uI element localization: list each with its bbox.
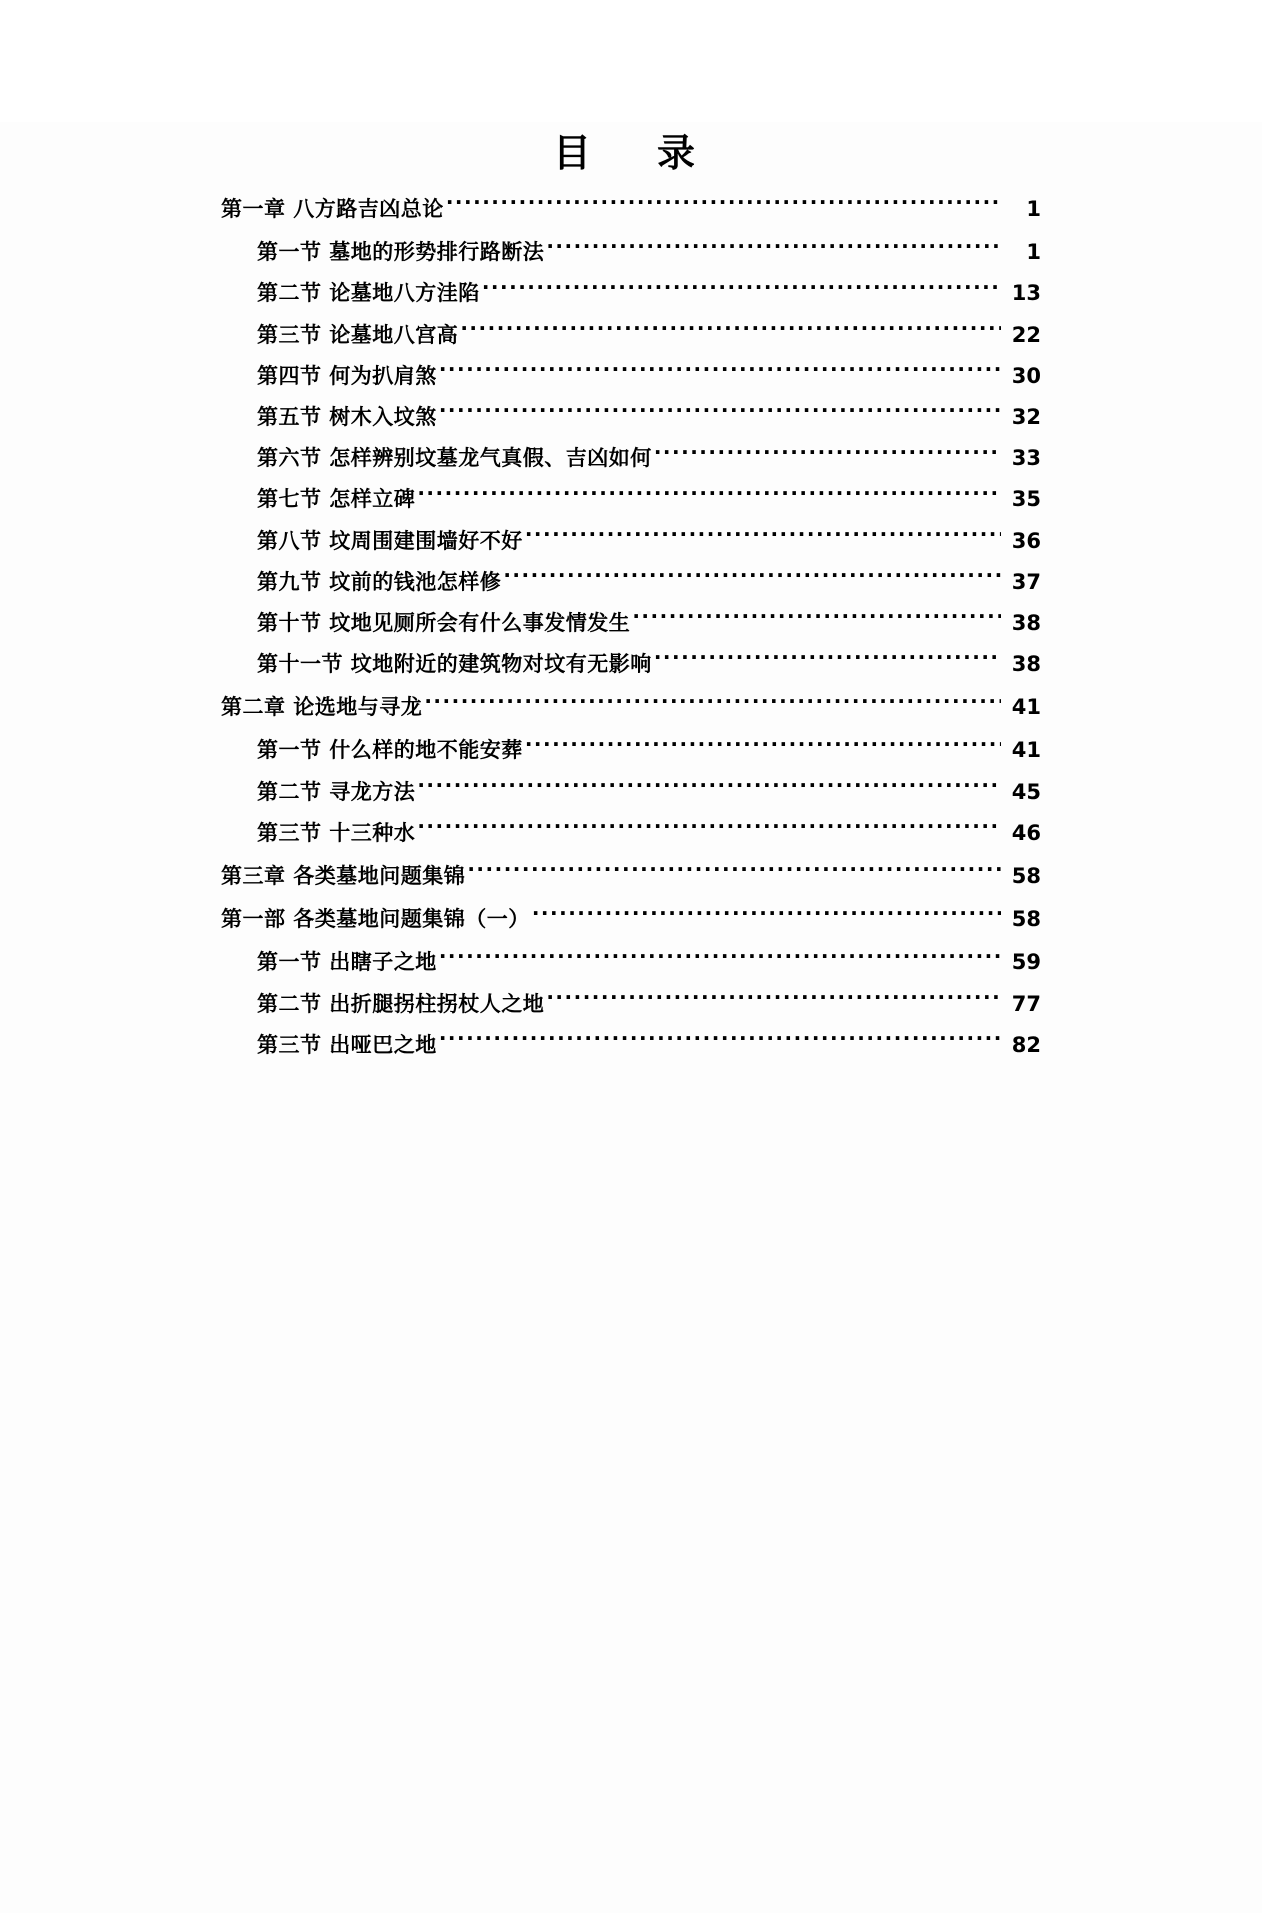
toc-entry[interactable] [221, 238, 1041, 265]
toc-entry[interactable] [221, 819, 1041, 846]
toc-entry-page: 58 [1011, 864, 1041, 888]
toc-entry-label: 第十一节 坟地附近的建筑物对坟有无影响 [257, 652, 652, 677]
toc-entry-page: 37 [1011, 569, 1041, 594]
toc-leader-dots [546, 990, 1001, 1011]
toc-entry-page: 77 [1011, 991, 1041, 1016]
toc-entry-label: 第三章 各类墓地问题集锦 [221, 864, 466, 888]
toc-entry-label: 第一部 各类墓地问题集锦（一） [221, 907, 530, 932]
toc-entry[interactable] [221, 568, 1041, 595]
toc-entry-label: 第一节 墓地的形势排行路断法 [257, 240, 545, 265]
toc-entry[interactable] [221, 650, 1041, 677]
toc-entry-page: 59 [1011, 950, 1041, 975]
toc-entry[interactable] [221, 609, 1041, 636]
toc-entry[interactable] [221, 527, 1041, 554]
toc-entry-page: 36 [1011, 528, 1041, 553]
toc-leader-dots [439, 948, 1001, 969]
toc-entry-page: 82 [1011, 1032, 1041, 1057]
toc-leader-dots [446, 195, 1001, 216]
toc-entry[interactable] [221, 403, 1041, 430]
toc-entry-label: 第二节 出折腿拐柱拐杖人之地 [257, 991, 545, 1016]
toc-leader-dots [417, 778, 1001, 799]
toc-page [0, 122, 1262, 1913]
toc-entry-label: 第三节 论墓地八宫高 [257, 322, 459, 347]
toc-entry-page: 1 [1026, 197, 1041, 221]
toc-entry-label: 第六节 怎样辨别坟墓龙气真假、吉凶如何 [257, 446, 652, 471]
toc-entry[interactable] [221, 444, 1041, 471]
toc-entry-label: 第七节 怎样立碑 [257, 487, 416, 512]
toc-entry-page: 38 [1011, 610, 1041, 635]
toc-entry-label: 第三节 十三种水 [257, 820, 416, 845]
toc-entry[interactable] [221, 948, 1041, 975]
toc-entry-page: 46 [1011, 820, 1041, 845]
toc-list [221, 195, 1041, 1058]
toc-leader-dots [424, 693, 1001, 714]
toc-entry[interactable] [221, 485, 1041, 512]
toc-entry-page: 13 [1011, 281, 1041, 306]
toc-leader-dots [503, 568, 1001, 589]
toc-leader-dots [654, 650, 1001, 671]
toc-entry-label: 第十节 坟地见厕所会有什么事发情发生 [257, 610, 631, 635]
toc-entry[interactable] [221, 736, 1041, 763]
toc-entry[interactable] [221, 321, 1041, 348]
toc-entry-page: 1 [1026, 240, 1041, 265]
toc-entry-label: 第四节 何为扒肩煞 [257, 363, 437, 388]
toc-entry-label: 第一章 八方路吉凶总论 [221, 197, 444, 221]
toc-entry-page: 35 [1011, 487, 1041, 512]
toc-entry-label: 第一节 出瞎子之地 [257, 950, 437, 975]
toc-leader-dots [525, 736, 1001, 757]
toc-entry-label: 第五节 树木入坟煞 [257, 404, 437, 429]
toc-entry[interactable] [221, 778, 1041, 805]
toc-leader-dots [439, 362, 1001, 383]
toc-leader-dots [439, 403, 1001, 424]
toc-entry-page: 41 [1011, 695, 1041, 720]
toc-entry[interactable] [221, 905, 1041, 932]
toc-entry-label: 第三节 出哑巴之地 [257, 1032, 437, 1057]
toc-leader-dots [532, 905, 1001, 926]
toc-leader-dots [467, 862, 1001, 883]
toc-leader-dots [417, 819, 1001, 840]
toc-leader-dots [525, 527, 1001, 548]
page-title: 目 录 [552, 131, 709, 175]
toc-leader-dots [482, 279, 1001, 300]
toc-entry[interactable] [221, 693, 1041, 720]
toc-entry-label: 第九节 坟前的钱池怎样修 [257, 569, 502, 594]
toc-leader-dots [546, 238, 1001, 259]
toc-leader-dots [654, 444, 1001, 465]
toc-entry-page: 45 [1011, 779, 1041, 804]
toc-entry-page: 32 [1011, 404, 1041, 429]
toc-entry-label: 第八节 坟周围建围墙好不好 [257, 528, 523, 553]
toc-entry[interactable] [221, 990, 1041, 1017]
toc-leader-dots [417, 485, 1001, 506]
toc-entry-page: 38 [1011, 652, 1041, 677]
toc-leader-dots [632, 609, 1001, 630]
toc-entry[interactable] [221, 279, 1041, 306]
toc-entry-label: 第二节 论墓地八方洼陷 [257, 281, 480, 306]
toc-entry-page: 58 [1011, 907, 1041, 932]
toc-entry[interactable] [221, 362, 1041, 389]
toc-entry-label: 第一节 什么样的地不能安葬 [257, 738, 523, 763]
toc-entry-page: 22 [1011, 322, 1041, 347]
toc-entry-page: 33 [1011, 446, 1041, 471]
toc-entry-page: 30 [1011, 363, 1041, 388]
toc-leader-dots [439, 1031, 1001, 1052]
toc-entry[interactable] [221, 195, 1041, 222]
toc-leader-dots [460, 321, 1001, 342]
toc-entry[interactable] [221, 1031, 1041, 1058]
toc-entry-label: 第二节 寻龙方法 [257, 779, 416, 804]
toc-entry-page: 41 [1011, 738, 1041, 763]
toc-entry[interactable] [221, 862, 1041, 889]
toc-entry-label: 第二章 论选地与寻龙 [221, 695, 423, 720]
